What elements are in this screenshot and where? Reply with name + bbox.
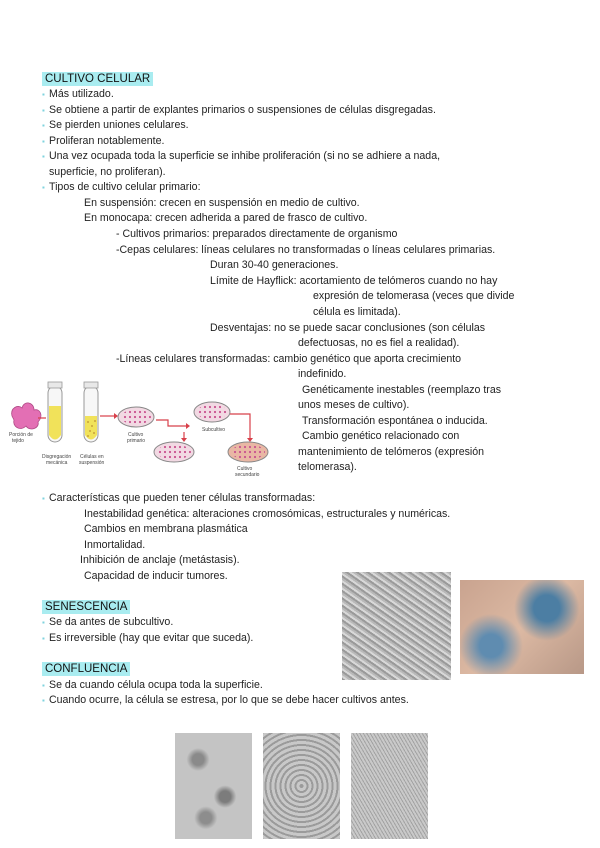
bullet: ▪ Proliferan notablemente. — [49, 134, 164, 150]
transformadas-line: Cambio genético relacionado con — [302, 430, 460, 442]
caracteristica-item: Inestabilidad genética: alteraciones cromosómicas, estructurales y numéricas. — [84, 508, 451, 520]
test-tube-icon — [84, 382, 98, 442]
transformadas-line: Genéticamente inestables (reemplazo tras — [302, 384, 502, 396]
bullet: ▪ Características que pueden tener células transformadas: — [49, 491, 315, 507]
cultivos-primarios: - Cultivos primarios: preparados directamente de organismo — [116, 228, 398, 240]
diagram-label: Cultivo — [237, 466, 253, 472]
bullet: ▪ Más utilizado. — [49, 87, 114, 103]
heading-cultivo-celular: CULTIVO CELULAR — [42, 72, 153, 86]
diagram-label: primario — [127, 438, 146, 444]
bullet: ▪ Cuando ocurre, la célula se estresa, por lo que se debe hacer cultivos antes. — [49, 693, 409, 709]
hayflick-line: Límite de Hayflick: acortamiento de telómeros cuando no hay — [210, 275, 498, 287]
bullet: ▪ Es irreversible (hay que evitar que suceda). — [49, 631, 253, 647]
bullet-continuation: superficie, no proliferan). — [49, 166, 166, 178]
diagram-label: tejido — [12, 438, 24, 444]
bullet: ▪ Una vez ocupada toda la superficie se inhibe proliferación (si no se adhiere a nada, — [49, 149, 440, 165]
heading-senescencia: SENESCENCIA — [42, 600, 130, 614]
micrograph-low-confluence — [175, 733, 252, 839]
tipo-suspension: En suspensión: crecen en suspensión en medio de cultivo. — [84, 197, 360, 209]
desventajas-line: Desventajas: no se puede sacar conclusiones (son células — [210, 322, 486, 334]
bullet: ▪ Tipos de cultivo celular primario: — [49, 180, 201, 196]
micrograph-mid-confluence — [263, 733, 340, 839]
diagram-label: Células en — [80, 454, 104, 460]
caracteristica-item: Capacidad de inducir tumores. — [84, 570, 228, 582]
diagram-label: Cultivo — [128, 432, 144, 438]
heading-confluencia: CONFLUENCIA — [42, 662, 130, 676]
caracteristica-item: Inmortalidad. — [84, 539, 146, 551]
bullet: ▪ Se obtiene a partir de explantes primarios o suspensiones de células disgregadas. — [49, 103, 436, 119]
bullet: ▪ Se pierden uniones celulares. — [49, 118, 189, 134]
caracteristica-item: Inhibición de anclaje (metástasis). — [80, 554, 240, 566]
diagram-label: secundario — [235, 472, 260, 478]
diagram-label: Subcultivo — [202, 427, 226, 433]
petri-dish-icon — [154, 442, 194, 462]
test-tube-icon — [48, 382, 62, 442]
petri-dish-icon — [194, 402, 230, 422]
bullet: ▪ Se da cuando célula ocupa toda la superficie. — [49, 678, 263, 694]
transformadas-line: telomerasa). — [298, 461, 357, 473]
petri-dish-icon — [228, 442, 268, 462]
hayflick-line: célula es limitada). — [313, 306, 401, 318]
micrograph-fibroblasts — [342, 572, 451, 680]
diagram-label: mecánica — [46, 460, 68, 466]
hayflick-line: expresión de telomerasa (veces que divide — [313, 290, 515, 302]
caracteristica-item: Cambios en membrana plasmática — [84, 523, 248, 535]
transformadas-line: indefinido. — [298, 368, 347, 380]
diagram-label: Disgregación — [42, 454, 72, 460]
diagram-label: suspensión — [79, 460, 105, 466]
transformadas-line: unos meses de cultivo). — [298, 399, 410, 411]
micrograph-full-confluence — [351, 733, 428, 839]
tissue-icon — [12, 403, 41, 429]
transformadas-line: -Líneas celulares transformadas: cambio genético que aporta crecimiento — [116, 353, 462, 365]
transformadas-line: mantenimiento de telómeros (expresión — [298, 446, 485, 458]
tipo-monocapa: En monocapa: crecen adherida a pared de frasco de cultivo. — [84, 212, 368, 224]
bullet: ▪ Se da antes de subcultivo. — [49, 615, 173, 631]
desventajas-line: defectuosas, no es fiel a realidad). — [298, 337, 460, 349]
petri-dish-icon — [118, 407, 154, 427]
micrograph-stained-culture — [460, 580, 584, 674]
culture-diagram — [8, 380, 298, 480]
cepas-celulares: -Cepas celulares: líneas celulares no transformadas o líneas celulares primarias. — [116, 244, 496, 256]
transformadas-line: Transformación espontánea o inducida. — [302, 415, 488, 427]
duran-generaciones: Duran 30-40 generaciones. — [210, 259, 339, 271]
diagram-label: Porción de — [9, 432, 33, 438]
